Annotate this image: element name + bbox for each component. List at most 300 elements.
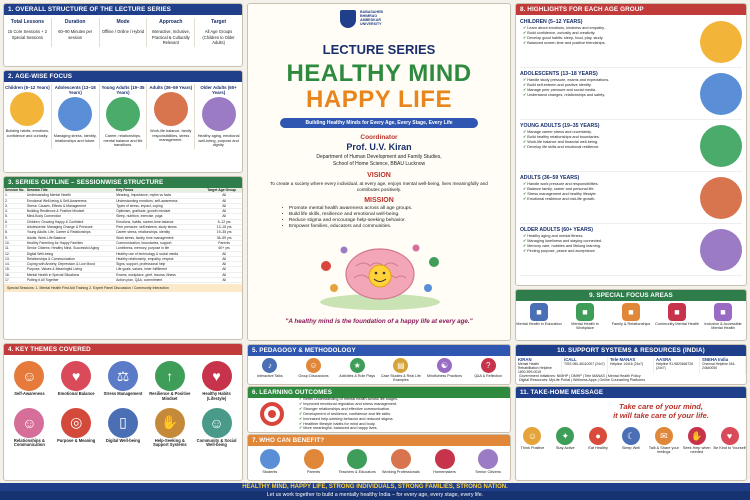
table-cell: 1. (5, 193, 8, 198)
table-cell: 36–59 yrs (216, 235, 232, 240)
pedagogy-item (248, 358, 292, 382)
section-title: 6. LEARNING OUTCOMES (248, 387, 510, 398)
take-home-item (615, 427, 648, 455)
take-home-label: Talk & Share your feelings (648, 446, 679, 455)
table-cell: All (222, 267, 227, 272)
panel-center (247, 3, 511, 341)
table-cell: 7. (5, 225, 8, 230)
take-home-item (680, 427, 713, 455)
table-cell: 9. (5, 235, 8, 240)
focus-area-item (562, 303, 608, 331)
table-cell: Mental Health in Special Situations (26, 272, 80, 277)
table-header-cell: Target Age Group (207, 188, 236, 192)
growth-icon: ↑ (155, 361, 185, 391)
age-group-avatar (10, 92, 44, 126)
section-title: 1. OVERALL STRUCTURE OF THE LECTURE SERIES (4, 4, 242, 15)
helpline-name: SNEHA India (702, 357, 729, 362)
age-group-text: Healthy aging, emotional well-being, purpose and dignity. (197, 134, 240, 148)
table-cell: 3. (5, 203, 8, 208)
vision-heading: VISION (367, 172, 391, 179)
theme-item (193, 408, 240, 449)
section-title: 8. HIGHLIGHTS FOR EACH AGE GROUP (516, 4, 746, 15)
section-title: 7. WHO CAN BENEFIT? (248, 435, 510, 446)
coordinator-label: Coordinator (360, 134, 398, 141)
highlight-group (520, 16, 742, 68)
question-icon: ? (481, 358, 496, 373)
highlight-item: ✔ Learn about emotions, kindness and empathy. (523, 26, 700, 31)
take-home-item (647, 427, 680, 455)
focus-area-item (608, 303, 654, 331)
age-group-avatar (58, 97, 92, 131)
table-cell: All (222, 193, 227, 198)
age-group-cell (100, 84, 148, 149)
person-icon (304, 449, 324, 469)
focus-area-label: Mental Health in Workplace (571, 322, 599, 331)
highlight-item: ✔ Build healthy relationships and boundaries. (523, 135, 700, 140)
structure-text: 60–90 Minutes per session (58, 29, 93, 40)
theme-item (6, 408, 53, 449)
table-cell: 13. (5, 256, 10, 261)
education-icon: ■ (530, 303, 548, 321)
pedagogy-item (423, 358, 467, 382)
talk-icon: ♪ (262, 358, 277, 373)
university-name-line: BABASAHEB (360, 10, 383, 14)
table-cell: 10. (5, 240, 10, 245)
table-header-cell: Session No. (5, 188, 25, 192)
structure-cell (52, 18, 100, 47)
person-icon (391, 449, 411, 469)
highlight-item: ✔ Develop good habits: sleep, food, play, study. (523, 36, 700, 41)
age-group-avatar (154, 92, 188, 126)
highlight-group (520, 68, 742, 120)
section-title: 5. PEDAGOGY & METHODOLOGY (248, 345, 510, 356)
focus-area-label: Inclusive & Accessible Mental Health (704, 322, 742, 331)
highlight-list (520, 78, 700, 98)
focus-area-item (700, 303, 746, 331)
government-initiatives: Government Initiatives: NIMHP | DMHP | Tele MANAS | Mental Health Policy (519, 374, 641, 378)
table-cell: 12. (5, 251, 10, 256)
take-home-item (549, 427, 582, 455)
coordinator-department: Department of Human Development and Family Studies, (316, 154, 442, 160)
age-group-illustration (700, 177, 742, 219)
highlight-item: ✔ Work-life balance and financial well-being. (523, 140, 700, 145)
table-cell: 4. (5, 209, 8, 214)
moon-icon: ☾ (622, 427, 640, 445)
university-logo (340, 10, 356, 28)
outcomes-list (296, 397, 398, 431)
table-cell: Work stress, family, time management (116, 235, 174, 240)
coordinator-name: Prof. U.V. Kiran (346, 142, 412, 152)
pedagogy-label: Activities & Role Plays (339, 374, 376, 378)
age-group-heading: Children (5–12 Years) (5, 85, 50, 90)
beneficiary-item (379, 448, 423, 474)
structure-cell (147, 18, 195, 47)
help-icon: ✋ (155, 408, 185, 438)
table-cell: Exams, workplace, grief, trauma, illness (116, 272, 176, 277)
self-awareness-icon: ☺ (14, 361, 44, 391)
age-group-text: Career, relationships, mental balance and life transitions. (103, 134, 143, 148)
table-cell: Mind-Body Connection (26, 214, 62, 219)
table-cell: Peer pressure, self-esteem, study stress (116, 225, 177, 230)
take-home-label: Seek Help when needed (682, 446, 711, 455)
focus-area-label: Community Mental Health (655, 322, 699, 326)
highlight-list (520, 26, 700, 46)
mission-item: • Build life skills, resilience and emotional well-being. (282, 212, 412, 218)
highlight-item: ✔ Healthy aging and mental fitness. (523, 234, 700, 239)
person-icon (478, 449, 498, 469)
target-icon: ◎ (61, 408, 91, 438)
section-title: 10. SUPPORT SYSTEMS & RESOURCES (INDIA) (516, 345, 746, 356)
theme-label: Self-Awareness (14, 391, 45, 396)
university-name (360, 10, 383, 26)
age-group-heading: Adults (36–59 Years) (149, 85, 193, 90)
outcome-item: ✔ Development of resilience, confidence and life skills. (299, 412, 398, 417)
beneficiary-item (292, 448, 336, 474)
table-cell: Understanding Mental Health (26, 193, 71, 198)
panel-take-home (515, 386, 747, 481)
theme-label: Relationships & Communication (13, 437, 45, 448)
highlight-item: ✔ Understand changes, relationships and safety. (523, 93, 700, 98)
workplace-icon: ■ (576, 303, 594, 321)
panel-key-themes (3, 343, 243, 481)
take-home-label: Sleep Well (621, 446, 641, 450)
theme-item (100, 361, 147, 402)
panel-age-wise-focus (3, 70, 243, 173)
table-cell: Stress: Causes, Effects & Management (26, 203, 86, 208)
pedagogy-items (248, 356, 510, 382)
table-cell: Emotions, habits, screen-time balance (116, 219, 174, 224)
beneficiary-label: Senior Citizens (475, 470, 501, 474)
table-cell: Adults: Work-Life Balance (26, 235, 66, 240)
mission-list (282, 206, 412, 230)
table-cell: 19–35 yrs (216, 230, 232, 235)
community-icon: ■ (668, 303, 686, 321)
university-name-line: AMBEDKAR (360, 18, 381, 22)
beneficiaries (248, 446, 510, 474)
theme-label: Help-Seeking & Support Systems (152, 437, 187, 448)
table-cell: Career stress, relationships, identity (116, 230, 170, 235)
structure-heading: Mode (116, 19, 130, 25)
highlight-item: ✔ Build self-esteem and positive identity. (523, 83, 700, 88)
helpline-detail: TISS 080-46110007 (24x7) (564, 362, 605, 366)
inclusive-icon: ■ (714, 303, 732, 321)
balance-icon: ♥ (61, 361, 91, 391)
relationships-icon: ☺ (14, 408, 44, 438)
theme-item (146, 361, 193, 402)
helpline-card (700, 357, 746, 374)
panel-pedagogy (247, 344, 511, 385)
person-icon (435, 449, 455, 469)
highlight-text (520, 225, 700, 274)
table-cell: Relationships & Communication (26, 256, 75, 261)
table-header-cell: Key Focus (116, 188, 134, 192)
age-group-illustration (700, 125, 742, 167)
mindfulness-icon: ☯ (437, 358, 452, 373)
theme-item (53, 361, 100, 402)
table-cell: Digital Well-being (26, 251, 54, 256)
theme-label: Digital Well-being (105, 437, 141, 443)
beneficiary-label: Parents (306, 470, 321, 474)
highlight-item: ✔ Build confidence, curiosity and creativity. (523, 31, 700, 36)
apple-icon: ● (589, 427, 607, 445)
helpline-card (654, 357, 700, 374)
theme-item (146, 408, 193, 449)
table-cell: Parents (218, 240, 230, 245)
helpline-detail: Mental Health Rehabilitation Helpline 1800-599-0019 (518, 362, 552, 374)
helpline-name: iCALL (564, 357, 577, 362)
highlight-list (520, 182, 700, 202)
helpline-card (608, 357, 654, 374)
table-cell: Types of stress, impact, coping (116, 203, 163, 208)
star-icon: ★ (350, 358, 365, 373)
highlight-item: ✔ Balanced screen time and positive friendships. (523, 41, 700, 46)
main-title-1: HEALTHY MIND (286, 60, 472, 87)
table-cell: Adolescents: Managing Change & Pressure (26, 225, 93, 230)
phone-icon: ▯ (108, 408, 138, 438)
outcome-item: ✔ More meaningful, balanced and happy lives. (299, 426, 398, 431)
table-cell: All (222, 214, 227, 219)
group-icon: ☺ (306, 358, 321, 373)
smile-icon: ☺ (523, 427, 541, 445)
helpline-detail: Helpline 91-9820466726 (24x7) (656, 362, 693, 370)
beneficiary-item (423, 448, 467, 474)
structure-cell (100, 18, 148, 47)
highlight-item: ✔ Manage career stress and uncertainty. (523, 130, 700, 135)
table-cell: Healthy Parenting for Happy Families (26, 240, 83, 245)
tagline-banner: Building Healthy Minds for Every Age, Every Stage, Every Life (280, 118, 478, 128)
panel-who-can-benefit (247, 434, 511, 481)
theme-item (193, 361, 240, 402)
panel-learning-outcomes (247, 386, 511, 433)
section-title: 9. SPECIAL FOCUS AREAS (516, 290, 746, 301)
table-cell: Purpose, Values & Meaningful Living (26, 267, 82, 272)
structure-heading: Target (211, 19, 227, 25)
brain-illustration (308, 236, 452, 312)
quote: "A healthy mind is the foundation of a happy life at every age." (285, 318, 473, 325)
highlight-heading: YOUNG ADULTS (19–35 YEARS) (520, 123, 600, 129)
table-cell: Signs, support, professional help (116, 262, 166, 267)
age-group-avatar (202, 97, 236, 131)
helpline-detail: Helpline 14416 (24x7) (610, 362, 644, 366)
take-home-item (516, 427, 549, 455)
structure-text: 15 Core Sessions + 2 Special Sessions (7, 29, 48, 40)
highlight-item: ✔ Finding purpose, peace and acceptance. (523, 249, 700, 254)
outcome-item: ✔ Increased help-seeking behavior and reduced stigma. (299, 417, 398, 422)
focus-area-label: Family & Relationships (611, 322, 651, 326)
table-cell: 16. (5, 272, 10, 277)
highlight-item: ✔ Develop life skills and emotional resilience. (523, 145, 700, 150)
special-sessions: Special Sessions: 1. Mental Health First Aid Training 2. Expert Panel Discussion / Community Interaction (4, 284, 242, 292)
table-cell: Communication, boundaries, support (116, 240, 172, 245)
table-cell: 6. (5, 219, 8, 224)
helpline-name: KIRAN (518, 357, 532, 362)
main-title-2: HAPPY LIFE (306, 86, 452, 113)
structure-heading: Duration (64, 19, 86, 25)
age-group-avatar (106, 97, 140, 131)
outcome-item: ✔ Stronger relationships and effective communication. (299, 407, 398, 412)
take-home-item (713, 427, 746, 455)
age-group-cell (52, 84, 100, 149)
focus-area-label: Mental Health in Education (516, 322, 562, 326)
table-cell: 60+ yrs (218, 246, 230, 251)
highlight-list (520, 130, 700, 150)
chat-icon: ✉ (655, 427, 673, 445)
theme-label: Emotional Balance (57, 391, 95, 396)
age-group-text: Building habits, emotions, confidence and curiosity. (5, 129, 50, 138)
highlight-item: ✔ Manage peer pressure and social media. (523, 88, 700, 93)
take-home-items (516, 427, 746, 455)
age-columns (4, 82, 242, 149)
person-icon (347, 449, 367, 469)
themes-grid (4, 355, 242, 454)
structure-heading: Total Lessons (10, 19, 45, 25)
structure-cell (4, 18, 52, 47)
stress-icon: ⚖ (108, 361, 138, 391)
table-cell: Optimism, gratitude, growth mindset (116, 209, 171, 214)
theme-item (6, 361, 53, 402)
outcome-item: ✔ Healthier lifestyle habits for mind and body. (299, 422, 398, 427)
section-title: 2. AGE-WISE FOCUS (4, 71, 242, 82)
panel-overall-structure (3, 3, 243, 67)
age-group-cell (4, 84, 52, 149)
table-cell: All (222, 256, 227, 261)
table-cell: Understanding emotions, self-awareness (116, 198, 178, 203)
panel-special-focus (515, 289, 747, 341)
section-title: 11. TAKE-HOME MESSAGE (516, 387, 746, 398)
footer-line-2: Let us work together to build a mentally healthy India – for every age, every stage, every life. (0, 491, 750, 500)
table-cell: 2. (5, 198, 8, 203)
helpline-name: Tele MANAS (610, 357, 636, 362)
beneficiary-label: Working Professionals (381, 470, 420, 474)
take-home-label: Stay Active (555, 446, 575, 450)
highlight-text (520, 173, 700, 222)
table-cell: Emotional Well-being & Self-Awareness (26, 198, 87, 203)
highlight-text (520, 69, 700, 118)
take-home-item (582, 427, 615, 455)
person-icon (260, 449, 280, 469)
highlight-item: ✔ Handle study pressure, exams and expectations. (523, 78, 700, 83)
theme-label: Stress Management (103, 391, 143, 396)
table-cell: All (222, 262, 227, 267)
age-group-heading: Adolescents (13–18 Years) (54, 85, 96, 95)
age-group-illustration (700, 21, 742, 63)
highlight-item: ✔ Handle work pressure and responsibilities. (523, 182, 700, 187)
structure-columns (4, 15, 242, 47)
table-cell: 8. (5, 230, 8, 235)
helpline-name: AASRA (656, 357, 672, 362)
table-cell: Life goals, values, inner fulfillment (116, 267, 167, 272)
table-cell: Putting it All Together (26, 278, 59, 283)
highlight-heading: CHILDREN (5–12 YEARS) (520, 19, 583, 25)
university-name-line: UNIVERSITY (360, 22, 382, 26)
structure-text: Offline / Online / Hybrid (101, 29, 145, 34)
table-cell: 5. (5, 214, 8, 219)
highlight-item: ✔ Emotional resilience and mid-life growth. (523, 197, 700, 202)
coordinator-school: School of Home Science, BBAU Lucknow (332, 161, 426, 167)
table-cell: All (222, 209, 227, 214)
table-cell: Children: Growing Happy & Confident (26, 219, 84, 224)
mission-item: • Empower families, educators and communities. (282, 224, 412, 230)
theme-item (100, 408, 147, 449)
table-cell: Sleep, nutrition, exercise, yoga (116, 214, 163, 219)
mission-item: • Promote mental health awareness across all age groups. (282, 206, 412, 212)
mission-heading: MISSION (364, 197, 394, 204)
highlight-heading: ADULTS (36–59 YEARS) (520, 175, 580, 181)
highlight-list (520, 234, 700, 254)
highlight-text (520, 121, 700, 170)
table-cell: Coping with Anxiety, Depression & Low Mood (26, 262, 95, 267)
table-cell: Building Resilience & Positive Mindset (26, 209, 85, 214)
theme-label: Healthy Habits (Lifestyle) (202, 391, 231, 401)
table-cell: All (222, 251, 227, 256)
highlight-text (520, 17, 700, 66)
series-label: LECTURE SERIES (322, 42, 436, 57)
table-cell: All (222, 278, 227, 283)
run-icon: ✦ (556, 427, 574, 445)
highlight-item: ✔ Memory care, hobbies and lifelong learning. (523, 244, 700, 249)
theme-label: Purpose & Meaning (57, 437, 96, 443)
theme-item (53, 408, 100, 449)
section-title: 3. SERIES OUTLINE – SESSIONWISE STRUCTURE (4, 177, 242, 188)
pedagogy-label: Q&A & Reflection (474, 374, 503, 378)
beneficiary-item (466, 448, 510, 474)
outcome-item: ✔ Improved emotional regulation and stress management. (299, 402, 398, 407)
structure-cell (195, 18, 242, 47)
table-cell: 13–18 yrs (216, 225, 232, 230)
case-study-icon: ▤ (393, 358, 408, 373)
pedagogy-item (379, 358, 423, 382)
university-name-line: BHIMRAO (360, 14, 378, 18)
table-cell: All (222, 203, 227, 208)
theme-label: Resilience & Positive Mindset (149, 391, 191, 401)
highlight-group (520, 224, 742, 276)
table-row (4, 278, 242, 283)
structure-text: All Age Groups (Children to Older Adults) (202, 29, 235, 45)
age-group-cell (147, 84, 195, 149)
beneficiary-label: Homemakers (433, 470, 456, 474)
age-group-text: Work-life balance, family responsibilities, stress management. (150, 129, 192, 143)
table-header-cell: Session Title (26, 188, 48, 192)
panel-series-outline (3, 176, 243, 340)
mission-item: • Reduce stigma and encourage help-seeking behavior. (282, 218, 412, 224)
highlight-heading: OLDER ADULTS (60+ YEARS) (520, 227, 593, 233)
panel-support-systems (515, 344, 747, 385)
footer-line-1: HEALTHY MIND, HAPPY LIFE, STRONG INDIVIDUALS, STRONG FAMILIES, STRONG NATION. (0, 483, 750, 491)
age-group-heading: Older Adults (60+ Years) (200, 85, 237, 95)
pedagogy-label: Interactive Talks (256, 374, 283, 378)
age-group-text: Managing stress, identity, relationships and future. (53, 134, 97, 143)
age-group-illustration (700, 229, 742, 271)
table-cell: Young Adults: Life, Career & Relationships (26, 230, 91, 235)
pedagogy-label: Mindfulness Practices (427, 374, 462, 378)
age-group-heading: Young Adults (19–35 Years) (101, 85, 145, 95)
hand-icon: ✋ (688, 427, 706, 445)
table-cell: All (222, 272, 227, 277)
panel-highlights (515, 3, 747, 286)
beneficiary-label: Students (262, 470, 278, 474)
structure-text: Interactive, Inclusive, Practical & Culturally Relevant (151, 29, 190, 45)
table-cell: 14. (5, 262, 10, 267)
table-cell: 17. (5, 278, 10, 283)
table-cell: All (222, 198, 227, 203)
take-home-label: Be Kind to Yourself (713, 446, 746, 450)
table-cell: Meaning, importance, myths vs facts (116, 193, 172, 198)
digital-resources: Digital Resources: MyLife Portal | Wellness Apps | Online Counseling Platforms (519, 378, 646, 382)
highlights-groups (516, 15, 746, 277)
vision-text: To create a society where every individual, at every age, enjoys mental well-being, lives meaningfully and contributes positively. (270, 181, 488, 192)
highlight-item: ✔ Stress management and healthy lifestyle. (523, 192, 700, 197)
message-line-2: it will take care of your life. (613, 411, 709, 420)
